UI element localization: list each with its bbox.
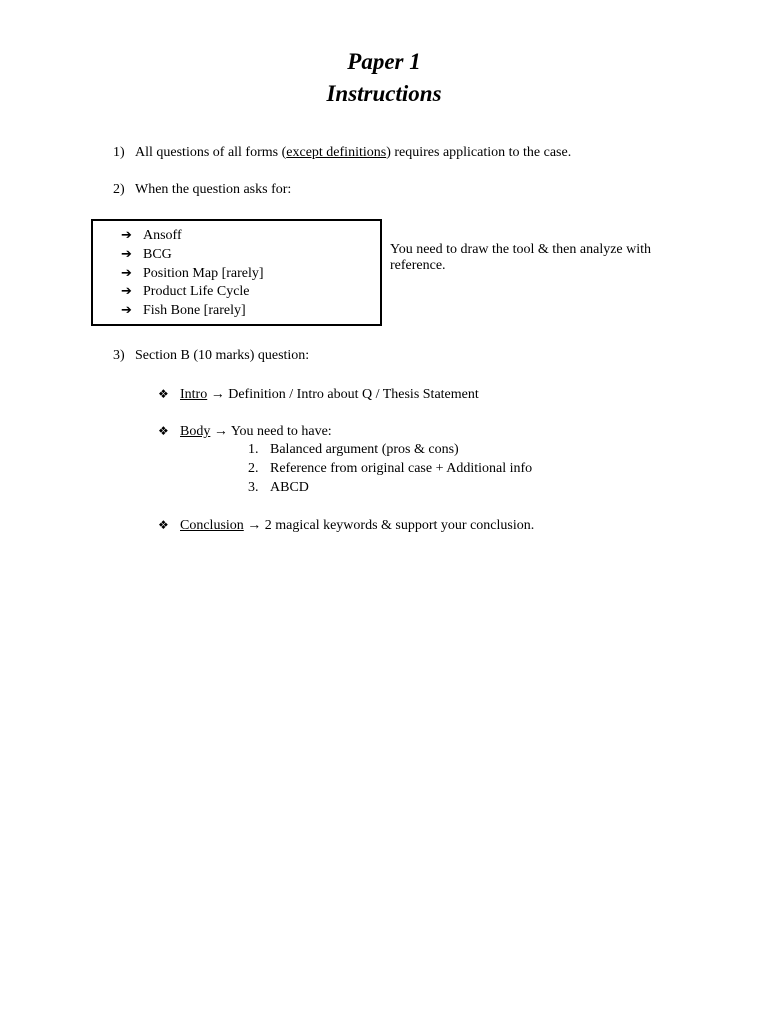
intro-text: → Definition / Intro about Q / Thesis Statement <box>207 387 479 402</box>
body-point <box>248 460 532 478</box>
body-point-text: Balanced argument (pros & cons) <box>270 442 459 457</box>
page-title: Paper 1 <box>347 49 421 74</box>
diamond-bullet-icon: ❖ <box>158 518 169 532</box>
tool-item <box>121 227 182 245</box>
body-label: Body <box>180 424 211 439</box>
instruction-1-text-before: All questions of all forms ( <box>135 145 287 160</box>
body-point <box>248 479 309 497</box>
tool-item-label: Fish Bone [rarely] <box>143 303 246 318</box>
conclusion-label: Conclusion <box>180 518 244 533</box>
body-text: → You need to have: <box>210 424 332 439</box>
page-subtitle: Instructions <box>326 81 442 106</box>
arrow-right-icon: ➔ <box>121 284 132 299</box>
tool-item-label: BCG <box>143 247 172 262</box>
tools-box <box>91 219 382 326</box>
tool-item-label: Position Map [rarely] <box>143 266 264 281</box>
diamond-bullet-icon: ❖ <box>158 424 169 438</box>
body-line <box>158 422 332 441</box>
instruction-1-text <box>135 144 571 162</box>
tool-item-label: Product Life Cycle <box>143 284 250 299</box>
body-point-text: ABCD <box>270 480 309 495</box>
instruction-1-number: 1) <box>113 145 125 160</box>
arrow-right-icon: ➔ <box>121 228 132 243</box>
tool-item <box>121 283 250 301</box>
conclusion-text: → 2 magical keywords & support your conclusion. <box>243 518 535 533</box>
instruction-1-text-after: ) requires application to the case. <box>386 145 572 160</box>
instruction-2-number: 2) <box>113 182 125 197</box>
instruction-3-number: 3) <box>113 348 125 363</box>
tool-item <box>121 265 264 283</box>
tool-item-label: Ansoff <box>143 228 182 243</box>
body-point-text: Reference from original case + Additional info <box>270 461 533 476</box>
diamond-bullet-icon: ❖ <box>158 387 169 401</box>
arrow-right-icon: ➔ <box>121 247 132 262</box>
arrow-right-icon: ➔ <box>121 303 132 318</box>
body-point <box>248 441 459 459</box>
arrow-right-icon: ➔ <box>121 266 132 281</box>
instruction-2-text: When the question asks for: <box>135 182 292 197</box>
body-point-number: 1. <box>248 442 259 457</box>
conclusion-line <box>158 516 534 535</box>
intro-label: Intro <box>180 387 208 402</box>
intro-line <box>158 385 479 404</box>
instruction-1-underlined: except definitions <box>286 145 387 160</box>
tool-item <box>121 302 246 320</box>
body-point-number: 2. <box>248 461 259 476</box>
instruction-3-text: Section B (10 marks) question: <box>135 348 310 363</box>
body-point-number: 3. <box>248 480 259 495</box>
side-note: You need to draw the tool & then analyze with reference. <box>390 242 652 273</box>
tool-item <box>121 246 172 264</box>
